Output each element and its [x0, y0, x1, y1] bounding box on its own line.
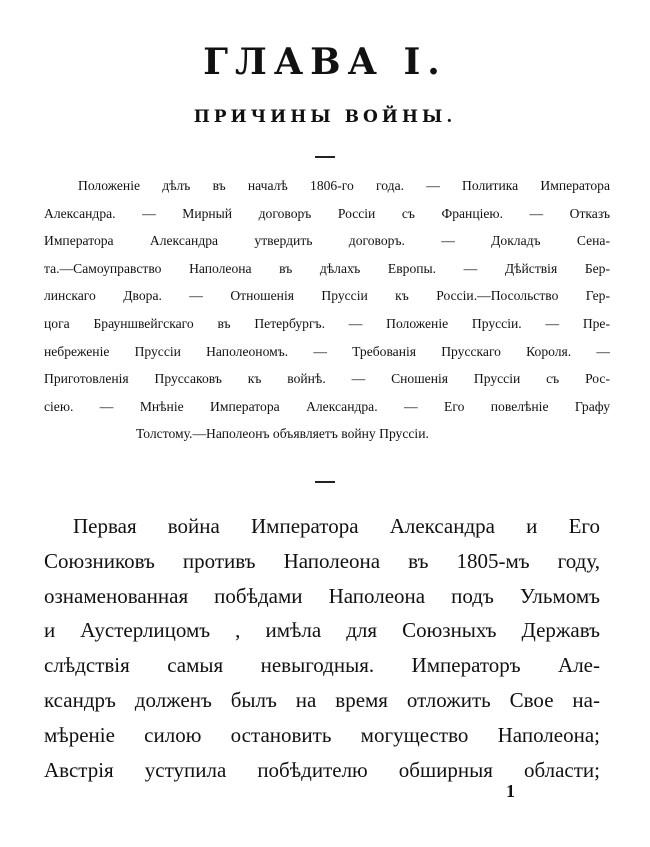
summary-line: Александра. — Мирный договоръ Россiи съ Францiею. — Отказъ [44, 205, 610, 221]
summary-line: Толстому.—Наполеонъ объявляетъ войну Пруссiи. [136, 426, 429, 442]
body-line: мѣренiе силою остановить могущество Наполеона; [44, 722, 600, 747]
chapter-subtitle: ПРИЧИНЫ ВОЙНЫ. [193, 107, 457, 127]
summary-line: Императора Александра утвердить договоръ. — Докладъ Сена- [44, 233, 610, 249]
separator-rule-top [315, 156, 335, 158]
summary-line: та.—Самоуправство Наполеона въ дѣлахъ Европы. — Дѣйствiя Бер- [44, 260, 610, 276]
body-paragraph [44, 509, 600, 787]
body-line: ознаменованная побѣдами Наполеона подъ Ульмомъ [44, 583, 600, 608]
summary-line: цога Брауншвейгскаго въ Петербургъ. — Положенiе Пруссiи. — Пре- [44, 315, 610, 331]
chapter-summary [44, 172, 610, 448]
body-line: ксандръ долженъ былъ на время отложить Свое на- [44, 687, 600, 712]
body-line: Австрiя уступила побѣдителю обширныя области; [44, 757, 600, 782]
page-number: 1 [506, 781, 515, 801]
body-line: Союзниковъ противъ Наполеона въ 1805-мъ году, [44, 548, 600, 573]
body-line: слѣдствiя самыя невыгодныя. Императоръ Але- [44, 653, 600, 678]
summary-line: сiею. — Мнѣнiе Императора Александра. — Его повелѣнiе Графу [44, 398, 610, 414]
summary-line: небреженiе Пруссiи Наполеономъ. — Требованiя Прусскаго Короля. — [44, 343, 610, 359]
summary-line: линскаго Двора. — Отношенiя Пруссiи къ Россiи.—Посольство Гер- [44, 288, 610, 304]
body-line: Первая война Императора Александра и Его [73, 514, 600, 538]
chapter-title: ГЛАВА I. [203, 41, 447, 83]
summary-line: Приготовленiя Пруссаковъ къ войнѣ. — Сношенiя Пруссiи съ Рос- [44, 371, 610, 387]
separator-rule-middle [315, 481, 335, 483]
summary-line: Положенiе дѣлъ въ началѣ 1806-го года. — Политика Императора [78, 178, 610, 193]
body-line: и Аустерлицомъ , имѣла для Союзныхъ Державъ [44, 618, 600, 643]
